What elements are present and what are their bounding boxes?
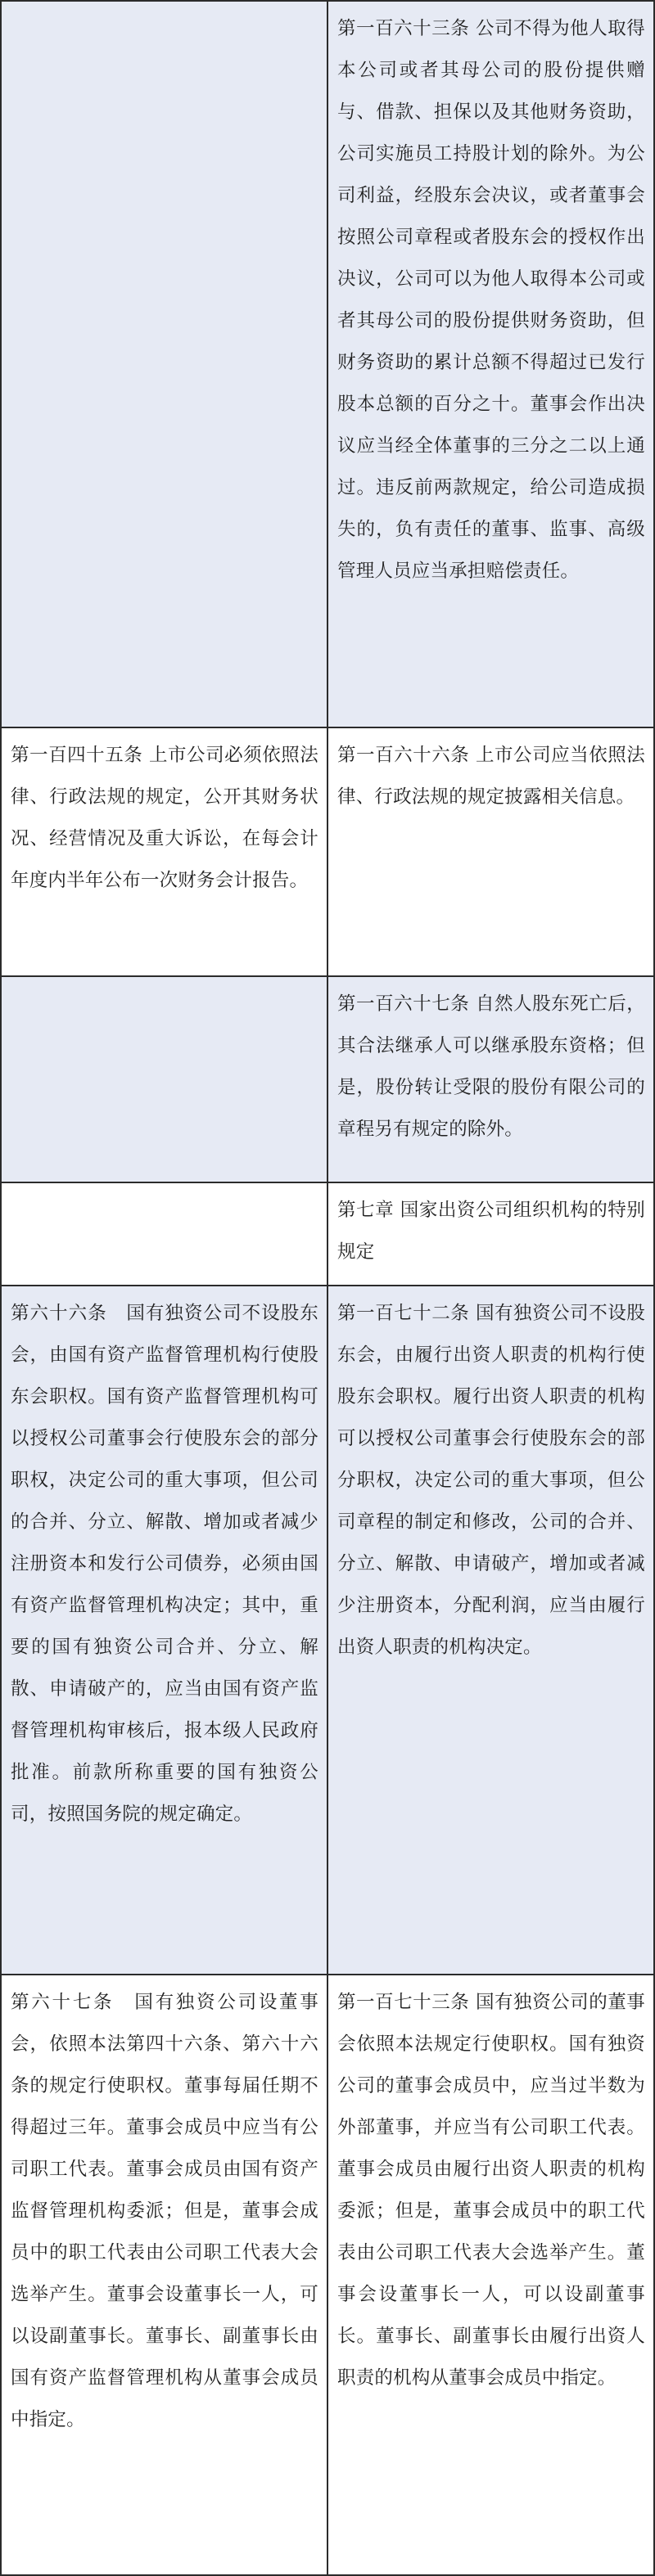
table-row [1,1286,654,1975]
new-law-cell: 第一百六十三条 公司不得为他人取得本公司或者其母公司的股份提供赠与、借款、担保以及其他财务资助，公司实施员工持股计划的除外。为公司利益，经股东会决议，或者董事会按照公司章程或者股东会的授权作出决议，公司可以为他人取得本公司或者其母公司的股份提供财务资助，但财务资助的累计总额不得超过已发行股本总额的百分之十。董事会作出决议应当经全体董事的三分之二以上通过。违反前两款规定，给公司造成损失的，负有责任的董事、监事、高级管理人员应当承担赔偿责任。 [328,1,654,727]
old-law-cell: 第六十七条 国有独资公司设董事会，依照本法第四十六条、第六十六条的规定行使职权。董事每届任期不得超过三年。董事会成员中应当有公司职工代表。董事会成员由国有资产监督管理机构委派；但是，董事会成员中的职工代表由公司职工代表大会选举产生。董事会设董事长一人，可以设副董事长。董事长、副董事长由国有资产监督管理机构从董事会成员中指定。 [1,1975,328,2575]
new-law-cell: 第一百七十二条 国有独资公司不设股东会，由履行出资人职责的机构行使股东会职权。履行出资人职责的机构可以授权公司董事会行使股东会的部分职权，决定公司的重大事项，但公司章程的制定和修改，公司的合并、分立、解散、申请破产，增加或者减少注册资本，分配利润，应当由履行出资人职责的机构决定。 [328,1286,654,1975]
old-law-cell [1,1,328,727]
new-law-cell: 第一百六十七条 自然人股东死亡后，其合法继承人可以继承股东资格；但是，股份转让受限的股份有限公司的章程另有规定的除外。 [328,976,654,1182]
table-row [1,727,654,976]
old-law-cell: 第一百四十五条 上市公司必须依照法律、行政法规的规定，公开其财务状况、经营情况及重大诉讼，在每会计年度内半年公布一次财务会计报告。 [1,727,328,976]
chapter-heading-cell: 第七章 国家出资公司组织机构的特别规定 [328,1182,654,1286]
new-law-cell: 第一百六十六条 上市公司应当依照法律、行政法规的规定披露相关信息。 [328,727,654,976]
new-law-cell: 第一百七十三条 国有独资公司的董事会依照本法规定行使职权。国有独资公司的董事会成员中，应当过半数为外部董事，并应当有公司职工代表。董事会成员由履行出资人职责的机构委派；但是，董事会成员中的职工代表由公司职工代表大会选举产生。董事会设董事长一人，可以设副董事长。董事长、副董事长由履行出资人职责的机构从董事会成员中指定。 [328,1975,654,2575]
old-law-cell [1,976,328,1182]
table-row [1,1975,654,2575]
table-row [1,1182,654,1286]
old-law-cell: 第六十六条 国有独资公司不设股东会，由国有资产监督管理机构行使股东会职权。国有资产监督管理机构可以授权公司董事会行使股东会的部分职权，决定公司的重大事项，但公司的合并、分立、解散、增加或者减少注册资本和发行公司债券，必须由国有资产监督管理机构决定；其中，重要的国有独资公司合并、分立、解散、申请破产的，应当由国有资产监督管理机构审核后，报本级人民政府批准。前款所称重要的国有独资公司，按照国务院的规定确定。 [1,1286,328,1975]
old-law-cell [1,1182,328,1286]
table-row [1,1,654,727]
table-row [1,976,654,1182]
